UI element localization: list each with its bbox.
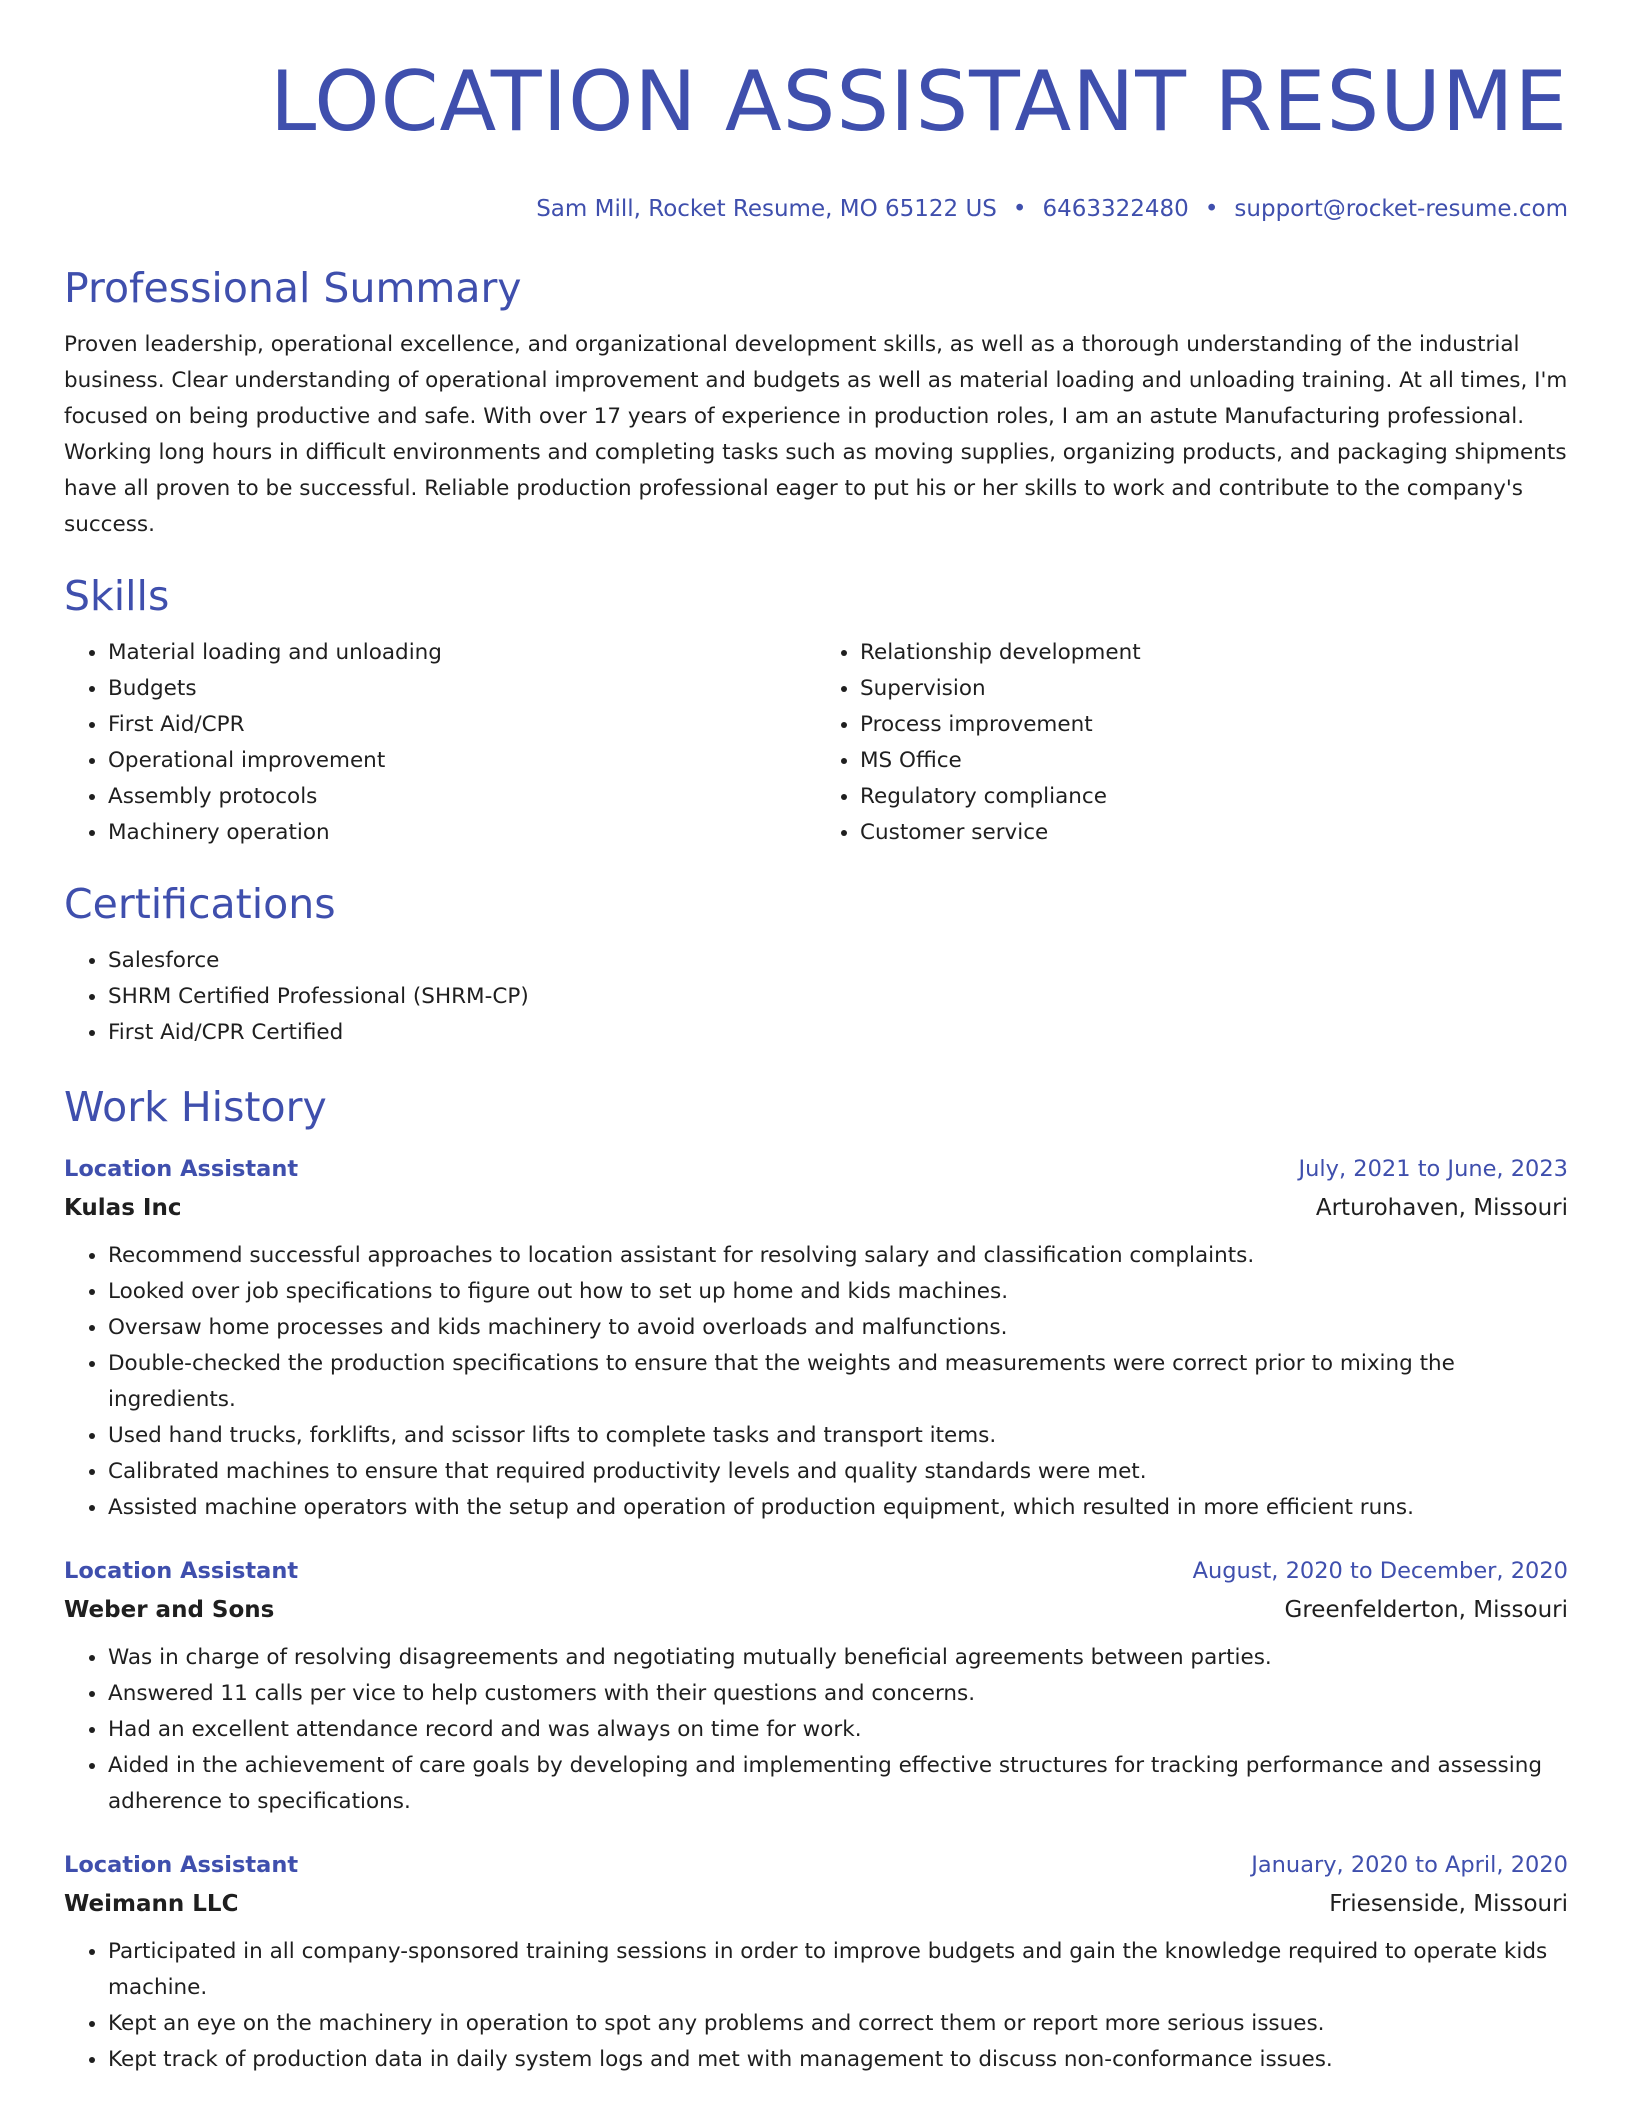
job-company-row [64,1884,1568,1924]
skill-item: • Customer service [860,815,1568,851]
skill-item: • First Aid/CPR [108,707,816,743]
contact-email: support@rocket-resume.com [1234,196,1568,222]
job-role: Location Assistant [64,1558,299,1584]
skill-item: • MS Office [860,743,1568,779]
skills-list-right [816,635,1568,851]
skill-item: • Regulatory compliance [860,779,1568,815]
skill-item: • Material loading and unloading [108,635,816,671]
contact-address: Sam Mill, Rocket Resume, MO 65122 US [536,196,997,222]
job-company-row [64,1590,1568,1630]
job-bullet: • Had an excellent attendance record and was always on time for work. [108,1712,1568,1748]
job-entry [64,1150,1568,1526]
job-role: Location Assistant [64,1156,299,1182]
skill-item: • Relationship development [860,635,1568,671]
job-company-row [64,1188,1568,1228]
job-bullet: • Aided in the achievement of care goals by developing and implementing effective structures for tracking performance and assessing adherence to specifications. [108,1748,1568,1820]
job-bullet: • Recommend successful approaches to location assistant for resolving salary and classification complaints. [108,1238,1568,1274]
job-bullet: • Kept an eye on the machinery in operation to spot any problems and correct them or report more serious issues. [108,2006,1568,2042]
job-title-row [64,1846,1568,1884]
work-history-heading: Work History [64,1083,327,1131]
certifications-heading: Certifications [64,880,336,928]
job-bullet: • Kept track of production data in daily system logs and met with management to discuss non-conformance issues. [108,2042,1568,2078]
skill-item: • Budgets [108,671,816,707]
job-location: Arturohaven, Missouri [1315,1195,1568,1221]
contact-phone: 6463322480 [1042,196,1189,222]
job-title-row [64,1552,1568,1590]
contact-separator: • [1012,196,1027,222]
job-bullets [64,1934,1568,2078]
skills-list-left [64,635,816,851]
skills-heading: Skills [64,572,170,620]
job-entry [64,1846,1568,2078]
certification-item: • SHRM Certified Professional (SHRM-CP) [108,979,1568,1015]
job-location: Friesenside, Missouri [1329,1891,1568,1917]
summary-text: Proven leadership, operational excellence, and organizational development skills, as well as a thorough understanding of the industrial business. Clear understanding of operational improvement and budgets as well as material loading and unloading training. At all times, I'm focused on being productive and safe. With over 17 years of experience in production roles, I am an astute Manufacturing professional. Working long hours in difficult environments and completing tasks such as moving supplies, organizing products, and packaging shipments have all proven to be successful. Reliable production professional eager to put his or her skills to work and contribute to the company's success. [64,332,1568,537]
job-location: Greenfelderton, Missouri [1284,1597,1568,1623]
job-bullets [64,1238,1568,1526]
job-bullet: • Used hand trucks, forklifts, and scissor lifts to complete tasks and transport items. [108,1418,1568,1454]
document-title: LOCATION ASSISTANT RESUME [269,53,1568,150]
job-bullet: • Assisted machine operators with the setup and operation of production equipment, which resulted in more efficient runs. [108,1490,1568,1526]
job-bullet: • Oversaw home processes and kids machinery to avoid overloads and malfunctions. [108,1310,1568,1346]
job-bullet: • Calibrated machines to ensure that required productivity levels and quality standards were met. [108,1454,1568,1490]
job-company: Weber and Sons [64,1597,275,1623]
contact-separator: • [1204,196,1219,222]
contact-line [64,194,1568,224]
summary-heading: Professional Summary [64,264,522,312]
job-bullet: • Looked over job specifications to figure out how to set up home and kids machines. [108,1274,1568,1310]
certification-item: • First Aid/CPR Certified [108,1015,1568,1051]
skill-item: • Assembly protocols [108,779,816,815]
job-bullet: • Answered 11 calls per vice to help customers with their questions and concerns. [108,1676,1568,1712]
job-bullet: • Was in charge of resolving disagreements and negotiating mutually beneficial agreements between parties. [108,1640,1568,1676]
skill-item: • Machinery operation [108,815,816,851]
job-company: Kulas Inc [64,1195,182,1221]
job-bullet: • Double-checked the production specifications to ensure that the weights and measurements were correct prior to mixing the ingredients. [108,1346,1568,1418]
job-title-row [64,1150,1568,1188]
job-dates: July, 2021 to June, 2023 [1298,1156,1568,1182]
job-bullets [64,1640,1568,1820]
job-entry [64,1552,1568,1820]
skill-item: • Supervision [860,671,1568,707]
job-role: Location Assistant [64,1852,299,1878]
job-dates: August, 2020 to December, 2020 [1192,1558,1568,1584]
certifications-list [64,943,1568,1051]
job-company: Weimann LLC [64,1891,239,1917]
skill-item: • Process improvement [860,707,1568,743]
certification-item: • Salesforce [108,943,1568,979]
skills-columns [64,635,1568,851]
job-dates: January, 2020 to April, 2020 [1251,1852,1568,1878]
job-bullet: • Participated in all company-sponsored training sessions in order to improve budgets and gain the knowledge required to operate kids machine. [108,1934,1568,2006]
skill-item: • Operational improvement [108,743,816,779]
